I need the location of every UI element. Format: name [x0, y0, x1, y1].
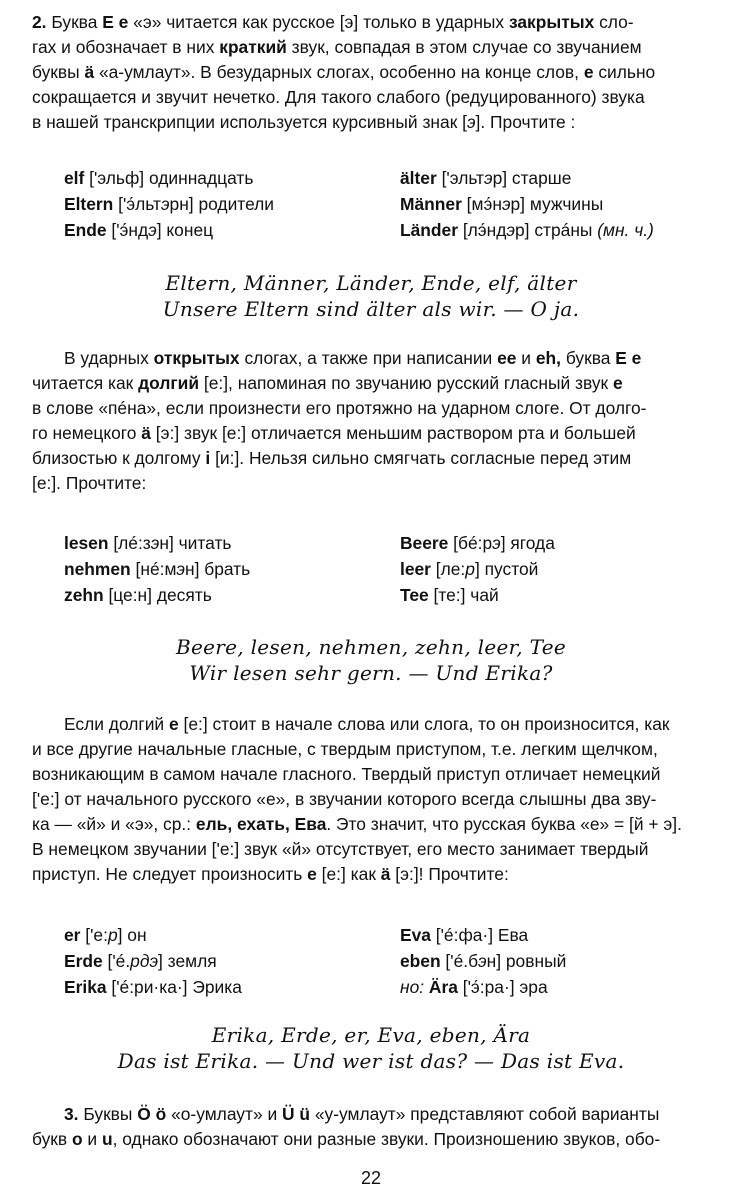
text-line: В ударных открытых слогах, а также при написании ee и eh, буква E e — [64, 348, 642, 368]
handwritten-block-3 — [60, 1022, 682, 1074]
paragraph-letter-e-long — [32, 346, 712, 496]
text-line: Если долгий e [е:] стоит в начале слова или слога, то он произносится, как — [64, 714, 670, 734]
word-entry: er ['е:р] он — [64, 925, 147, 945]
text-line: в слове «пéна», если произнести его протяжно на ударном слоге. От долго- — [32, 398, 647, 418]
script-line: Wir lesen sehr gern. — Und Erika? — [189, 661, 553, 685]
handwritten-block-1 — [60, 270, 682, 322]
text-line: гах и обозначает в них краткий звук, совпадая в этом случае со звучанием — [32, 37, 642, 57]
word-row — [64, 217, 704, 243]
paragraph-umlauts — [32, 1102, 712, 1152]
word-entry: Erde ['é.рдэ] земля — [64, 951, 217, 971]
text-line: сокращается и звучит нечетко. Для такого слабого (редуцированного) звука — [32, 87, 645, 107]
text-line: возникающим в самом начале гласного. Твердый приступ отличает немецкий — [32, 764, 661, 784]
script-line: Beere, lesen, nehmen, zehn, leer, Tee — [176, 635, 566, 659]
word-row — [64, 974, 704, 1000]
text-line: и все другие начальные гласные, с твердым приступом, т.е. легким щелчком, — [32, 739, 658, 759]
word-row — [64, 191, 704, 217]
word-list-1 — [64, 165, 704, 243]
word-entry: Tee [те:] чай — [400, 585, 499, 605]
text-line: ка — «й» и «э», ср.: ель, ехать, Ева. Это значит, что русская буква «е» = [й + э]. — [32, 814, 682, 834]
word-entry: elf ['эльф] одиннадцать — [64, 168, 254, 188]
text-line: В немецком звучании ['е:] звук «й» отсутствует, его место занимает твердый — [32, 839, 649, 859]
text-line: в нашей транскрипции используется курсивный знак [э]. Прочтите : — [32, 112, 576, 132]
text-line: букв o и u, однако обозначают они разные звуки. Произношению звуков, обо- — [32, 1129, 661, 1149]
script-line: Das ist Erika. — Und wer ist das? — Das ist Eva. — [117, 1049, 625, 1073]
text-line: читается как долгий [е:], напоминая по звучанию русский гласный звук e — [32, 373, 623, 393]
word-row — [64, 556, 704, 582]
paragraph-letter-e-short — [32, 10, 712, 135]
word-entry: Eva ['é:фа·] Ева — [400, 925, 529, 945]
word-entry: но: Ära ['э́:ра·] эра — [400, 977, 548, 997]
page-number: 22 — [360, 1168, 382, 1188]
handwritten-block-2 — [60, 634, 682, 686]
word-list-3 — [64, 922, 704, 1000]
word-list-2 — [64, 530, 704, 608]
text-line: близостью к долгому i [и:]. Нельзя сильно смягчать согласные перед этим — [32, 448, 632, 468]
word-entry: Männer [мэ́нэр] мужчины — [400, 194, 604, 214]
word-entry: zehn [це:н] десять — [64, 585, 212, 605]
text-line: буквы ä «а-умлаут». В безударных слогах, особенно на конце слов, e сильно — [32, 62, 656, 82]
text-line: 3. Буквы Ö ö «о-умлаут» и Ü ü «у-умлаут» представляют собой варианты — [64, 1104, 660, 1124]
word-entry: leer [ле:р] пустой — [400, 559, 539, 579]
script-line: Erika, Erde, er, Eva, eben, Ära — [211, 1023, 531, 1047]
word-entry: Länder [лэ́ндэр] стрáны (мн. ч.) — [400, 220, 654, 240]
script-line: Unsere Eltern sind älter als wir. — O ja. — [162, 297, 580, 321]
word-entry: Ende ['э́ндэ] конец — [64, 220, 214, 240]
word-entry: älter ['эльтэр] старше — [400, 168, 572, 188]
word-row — [64, 948, 704, 974]
word-entry: lesen [лé:зэн] читать — [64, 533, 232, 553]
text-line: ['е:] от начального русского «е», в звучании которого всегда слышны два зву- — [32, 789, 657, 809]
word-entry: Eltern ['э́льтэрн] родители — [64, 194, 275, 214]
word-row — [64, 922, 704, 948]
word-row — [64, 530, 704, 556]
text-line: приступ. Не следует произносить e [е:] как ä [э:]! Прочтите: — [32, 864, 509, 884]
word-entry: nehmen [нé:мэн] брать — [64, 559, 251, 579]
text-line: го немецкого ä [э:] звук [е:] отличается меньшим раствором рта и большей — [32, 423, 636, 443]
paragraph-initial-e — [32, 712, 712, 887]
word-row — [64, 582, 704, 608]
word-row — [64, 165, 704, 191]
word-entry: Beere [бé:рэ] ягода — [400, 533, 555, 553]
word-entry: eben ['é.бэн] ровный — [400, 951, 567, 971]
word-entry: Erika ['é:ри·ка·] Эрика — [64, 977, 242, 997]
script-line: Eltern, Männer, Länder, Ende, elf, älter — [165, 271, 577, 295]
text-line: 2. Буква E e «э» читается как русское [э] только в ударных закрытых сло- — [32, 12, 634, 32]
text-line: [е:]. Прочтите: — [32, 473, 147, 493]
